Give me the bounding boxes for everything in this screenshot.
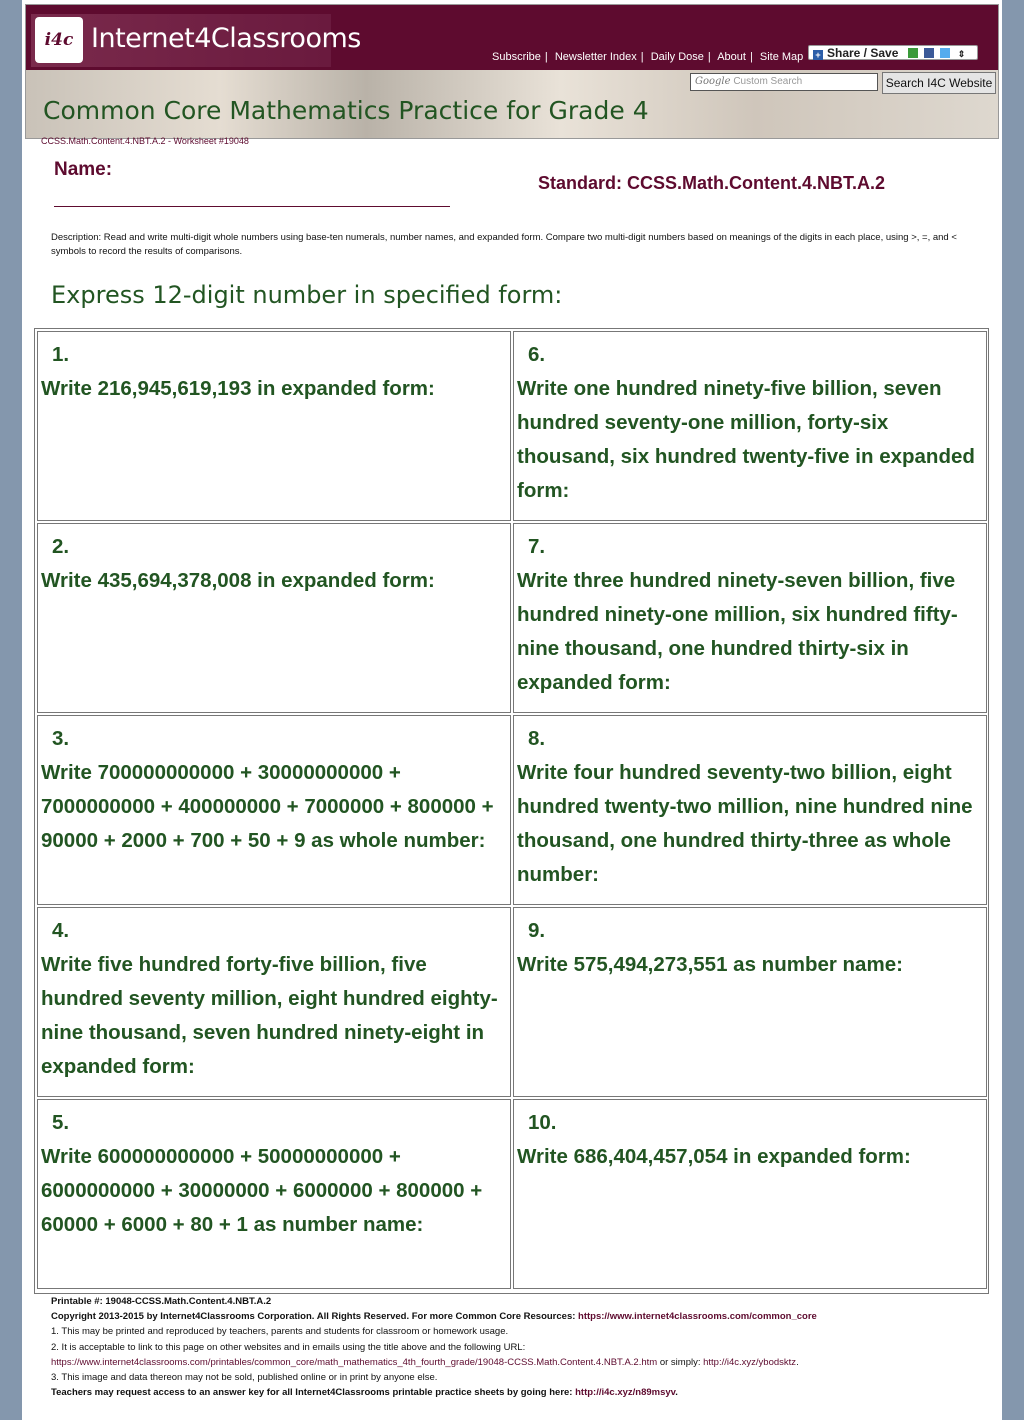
question-text: Write 575,494,273,551 as number name: [517, 953, 903, 976]
question-text: Write 600000000000 + 50000000000 + 6000000000 + 30000000 + 6000000 + 800000 + 60000 + 6000 + 80 + 1 as number name: [41, 1145, 483, 1236]
question-number: 7. [528, 535, 546, 558]
name-line [54, 206, 450, 207]
answer-key-text: Teachers may request access to an answer key for all Internet4Classrooms printable practice sheets by going here: [51, 1387, 576, 1399]
section-heading: Express 12-digit number in specified form: [51, 281, 563, 309]
page-title: Common Core Mathematics Practice for Grade 4 [43, 96, 649, 125]
copyright-text: Copyright 2013-2015 by Internet4Classrooms Corporation. All Rights Reserved. For more Common Core Resources: [51, 1311, 579, 1323]
question-text: Write one hundred ninety-five billion, seven hundred seventy-one million, forty-six thousand, six hundred twenty-five in expanded form: [517, 377, 975, 502]
note-3: 3. This image and data thereon may not be sold, published online or in print by anyone else. [51, 1372, 438, 1384]
question-number: 1. [52, 343, 70, 366]
top-nav [492, 51, 803, 63]
twitter-icon[interactable] [940, 48, 950, 58]
footer [51, 1294, 991, 1400]
question-number: 6. [528, 343, 546, 366]
question-text: Write 435,694,378,008 in expanded form: [41, 569, 435, 592]
share-save-button[interactable] [808, 45, 978, 60]
nav-daily-dose[interactable]: Daily Dose [650, 51, 704, 63]
dropdown-arrows-icon[interactable]: ⇕ [957, 49, 966, 59]
google-logo: Google [695, 76, 731, 87]
search-input[interactable] [690, 73, 878, 91]
share-plus-icon: + [813, 50, 823, 60]
question-number: 2. [52, 535, 70, 558]
note-2: 2. It is acceptable to link to this page on other websites and in emails using the title above and the following URL: [51, 1341, 526, 1353]
logo-text: Internet4Classrooms [91, 23, 361, 54]
common-core-link[interactable]: https://www.internet4classrooms.com/common_core [578, 1311, 817, 1323]
share-label: Share / Save [827, 46, 899, 60]
question-cell-8 [513, 715, 987, 905]
logo-badge: i4c [35, 17, 83, 63]
description: Description: Read and write multi-digit whole numbers using base-ten numerals, number names, and expanded form. Compare two multi-digit numbers based on meanings of the digits in each place, using >, =, and < symbols to record the results of comparisons. [51, 232, 957, 257]
questions-table [34, 328, 989, 1294]
question-cell-7 [513, 523, 987, 713]
nav-subscribe[interactable]: Subscribe [492, 51, 541, 63]
question-number: 4. [52, 919, 70, 942]
name-label: Name: [54, 159, 113, 180]
note-2-mid: or simply: [657, 1356, 704, 1368]
nav-separator: | [707, 51, 711, 63]
nav-separator: | [640, 51, 644, 63]
note-2-urls: https://www.internet4classrooms.com/printables/common_core/math_mathematics_4th_fourth_grade/19048-CCSS.Math.Content.4.NBT.A.2.htm or simply: http://i4c.xyz/ybodsktz. [51, 1356, 799, 1368]
printable-number: Printable #: 19048-CCSS.Math.Content.4.NBT.A.2 [51, 1296, 272, 1307]
header-bar [26, 5, 998, 70]
site-logo[interactable] [31, 14, 361, 67]
question-number: 5. [52, 1111, 70, 1134]
question-text: Write three hundred ninety-seven billion, five hundred ninety-one million, six hundred fifty-nine thousand, one hundred thirty-six in expanded form: [517, 569, 958, 694]
question-cell-6 [513, 331, 987, 521]
question-cell-5 [37, 1099, 511, 1289]
question-cell-1 [37, 331, 511, 521]
question-cell-9 [513, 907, 987, 1097]
nav-separator: | [544, 51, 548, 63]
question-text: Write four hundred seventy-two billion, eight hundred twenty-two million, nine hundred nine thousand, one hundred thirty-three as whole number: [517, 761, 973, 886]
short-url-link[interactable]: http://i4c.xyz/ybodsktz [703, 1356, 797, 1368]
question-text: Write five hundred forty-five billion, five hundred seventy million, eight hundred eighty-nine thousand, seven hundred ninety-eight in expanded form: [41, 953, 498, 1078]
question-cell-4 [37, 907, 511, 1097]
worksheet-id: CCSS.Math.Content.4.NBT.A.2 - Worksheet #19048 [41, 136, 249, 146]
question-text: Write 700000000000 + 30000000000 + 7000000000 + 400000000 + 7000000 + 800000 + 90000 + 2000 + 700 + 50 + 9 as whole number: [41, 761, 494, 852]
facebook-icon[interactable] [924, 48, 934, 58]
note-1: 1. This may be printed and reproduced by teachers, parents and students for classroom or homework usage. [51, 1326, 509, 1338]
question-cell-10 [513, 1099, 987, 1289]
answer-key-link[interactable]: http://i4c.xyz/n89msyv [575, 1387, 676, 1399]
worksheet-url-link[interactable]: https://www.internet4classrooms.com/printables/common_core/math_mathematics_4th_fourth_grade/19048-CCSS.Math.Content.4.NBT.A.2.htm [51, 1356, 658, 1368]
question-text: Write 686,404,457,054 in expanded form: [517, 1145, 911, 1168]
question-number: 10. [528, 1111, 557, 1134]
standard-label: Standard: CCSS.Math.Content.4.NBT.A.2 [538, 173, 886, 193]
question-number: 8. [528, 727, 546, 750]
email-share-icon[interactable] [908, 48, 918, 58]
question-number: 9. [528, 919, 546, 942]
nav-site-map[interactable]: Site Map [759, 51, 804, 63]
search-placeholder: Custom Search [733, 76, 803, 87]
question-cell-3 [37, 715, 511, 905]
question-text: Write 216,945,619,193 in expanded form: [41, 377, 435, 400]
worksheet-page [22, 0, 1002, 1420]
nav-separator: | [749, 51, 753, 63]
search-button[interactable]: Search I4C Website [882, 72, 996, 94]
nav-newsletter-index[interactable]: Newsletter Index [554, 51, 637, 63]
question-cell-2 [37, 523, 511, 713]
answer-key-line: Teachers may request access to an answer key for all Internet4Classrooms printable practice sheets by going here: http://i4c.xyz/n89msyv. [51, 1387, 678, 1399]
nav-about[interactable]: About [717, 51, 746, 63]
site-header [25, 4, 999, 139]
copyright-line [51, 1309, 991, 1324]
question-number: 3. [52, 727, 70, 750]
